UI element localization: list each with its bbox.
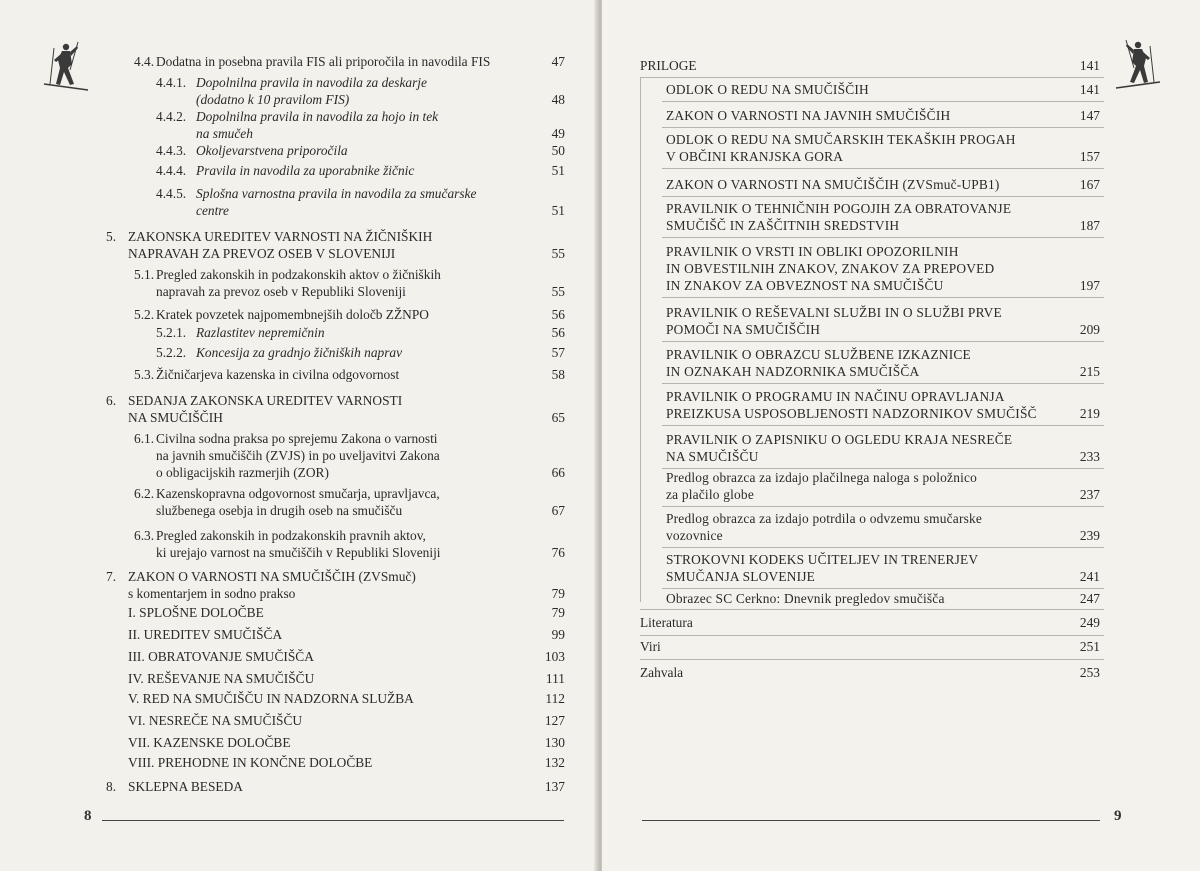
toc-entry-page: 112 [545, 691, 565, 706]
toc-entry-page: 137 [544, 779, 565, 794]
toc-entry-title: napravah za prevoz oseb v Republiki Sloveniji [156, 284, 406, 299]
toc-entry-page: 48 [551, 92, 565, 107]
appendix-entry-title: ODLOK O REDU NA SMUČIŠČIH [666, 82, 869, 97]
appendix-entry-title: IN OBVESTILNIH ZNAKOV, ZNAKOV ZA PREPOVED [666, 261, 995, 276]
divider-line [662, 196, 1104, 197]
toc-entry-title: Pregled zakonskih in podzakonskih pravnih aktov, [156, 528, 426, 543]
toc-entry-page: 51 [551, 163, 565, 178]
toc-entry-title: VII. KAZENSKE DOLOČBE [128, 735, 291, 750]
toc-entry-title: II. UREDITEV SMUČIŠČA [128, 627, 283, 642]
toc-entry-number: 5.2.1. [156, 325, 187, 340]
appendix-entry-title: IN OZNAKAH NADZORNIKA SMUČIŠČA [666, 364, 920, 379]
toc-entry-page: 65 [551, 410, 565, 425]
toc-entry-page: 132 [544, 755, 565, 770]
toc-tail-title: Viri [640, 639, 661, 654]
toc-entry-title: Koncesija za gradnjo žičniških naprav [196, 345, 403, 360]
toc-tail-page: 253 [1079, 665, 1100, 680]
appendix-entry-page: 197 [1079, 278, 1100, 293]
toc-entry-page: 58 [551, 367, 565, 382]
toc-entry-title: ZAKONSKA UREDITEV VARNOSTI NA ŽIČNIŠKIH [128, 229, 433, 244]
appendix-entry-page: 233 [1079, 449, 1100, 464]
divider-line [662, 588, 1104, 589]
appendix-entry-title: PRAVILNIK O TEHNIČNIH POGOJIH ZA OBRATOVANJE [666, 201, 1012, 216]
toc-entry-title: VIII. PREHODNE IN KONČNE DOLOČBE [128, 755, 373, 770]
toc-entry-number: 6.3. [134, 528, 155, 543]
appendix-entry-page: 219 [1079, 406, 1100, 421]
appendix-heading-page: 141 [1079, 58, 1100, 73]
appendix-entry-title: SMUČIŠČ IN ZAŠČITNIH SREDSTVIH [666, 218, 900, 233]
toc-entry-number: 5.2.2. [156, 345, 187, 360]
toc-entry-number: 4.4.4. [156, 163, 187, 178]
toc-entry-title: Dopolnilna pravila in navodila za hojo in tek [196, 109, 439, 124]
toc-entry-number: 4.4.1. [156, 75, 187, 90]
toc-tail-title: Zahvala [640, 665, 684, 680]
toc-entry-title: III. OBRATOVANJE SMUČIŠČA [128, 649, 314, 664]
toc-entry-page: 67 [551, 503, 565, 518]
appendix-entry-title: ZAKON O VARNOSTI NA SMUČIŠČIH (ZVSmuč-UPB1) [666, 177, 1000, 192]
appendix-entry-page: 215 [1079, 364, 1100, 379]
divider-line [662, 506, 1104, 507]
toc-entry-title: Pravila in navodila za uporabnike žičnic [196, 163, 415, 178]
toc-entry-page: 50 [551, 143, 565, 158]
toc-entry-title: Okoljevarstvena priporočila [196, 143, 348, 158]
toc-entry-title: SKLEPNA BESEDA [128, 779, 243, 794]
toc-entry-title: na javnih smučiščih (ZVJS) in po uveljavitvi Zakona [156, 448, 440, 463]
appendix-entry-title: Predlog obrazca za izdajo potrdila o odvzemu smučarske [666, 511, 983, 526]
appendix-entry-page: 147 [1079, 108, 1100, 123]
toc-entry-number: 5.2. [134, 307, 155, 322]
toc-entry-title: VI. NESREČE NA SMUČIŠČU [128, 713, 303, 728]
divider-line [662, 425, 1104, 426]
appendix-entry-title: SMUČANJA SLOVENIJE [666, 569, 816, 584]
toc-entry-page: 55 [551, 284, 565, 299]
appendix-entry-page: 247 [1079, 591, 1100, 606]
toc-entry-title: s komentarjem in sodno prakso [128, 586, 296, 601]
toc-entry-title: V. RED NA SMUČIŠČU IN NADZORNA SLUŽBA [128, 691, 414, 706]
toc-entry-title: na smučeh [196, 126, 253, 141]
appendix-entry-title: vozovnice [666, 528, 723, 543]
divider-line [662, 237, 1104, 238]
left-page [0, 0, 598, 871]
toc-entry-title: (dodatno k 10 pravilom FIS) [196, 92, 350, 107]
toc-entry-number: 4.4.2. [156, 109, 187, 124]
appendix-entry-title: V OBČINI KRANJSKA GORA [666, 149, 844, 164]
toc-entry-title: SEDANJA ZAKONSKA UREDITEV VARNOSTI [128, 393, 403, 408]
skier-icon [1112, 38, 1164, 94]
appendix-entry-title: PRAVILNIK O VRSTI IN OBLIKI OPOZORILNIH [666, 244, 959, 259]
toc-entry-number: 5.1. [134, 267, 155, 282]
toc-entry-title: službenega osebja in drugih oseb na smučišču [156, 503, 403, 518]
divider-line [662, 383, 1104, 384]
toc-entry-title: Žičničarjeva kazenska in civilna odgovornost [156, 367, 400, 382]
toc-tail-page: 251 [1079, 639, 1100, 654]
divider-line [662, 341, 1104, 342]
toc-entry-title: ZAKON O VARNOSTI NA SMUČIŠČIH (ZVSmuč) [128, 569, 416, 584]
toc-entry-number: 7. [106, 569, 117, 584]
appendix-entry-title: PRAVILNIK O ZAPISNIKU O OGLEDU KRAJA NESREČE [666, 432, 1013, 447]
appendix-entry-title: PRAVILNIK O OBRAZCU SLUŽBENE IZKAZNICE [666, 347, 971, 362]
toc-tail-page: 249 [1079, 615, 1100, 630]
appendix-entry-title: STROKOVNI KODEKS UČITELJEV IN TRENERJEV [666, 552, 979, 567]
toc-entry-page: 79 [551, 605, 565, 620]
right-page [602, 0, 1200, 871]
appendix-entry-page: 237 [1079, 487, 1100, 502]
divider-line [662, 547, 1104, 548]
toc-entry-number: 8. [106, 779, 117, 794]
footer-rule [102, 820, 564, 821]
toc-entry-page: 47 [551, 54, 565, 69]
toc-entry-page: 56 [551, 307, 565, 322]
toc-entry-page: 49 [551, 126, 565, 141]
appendix-entry-page: 157 [1079, 149, 1100, 164]
appendix-entry-page: 141 [1079, 82, 1100, 97]
toc-entry-title: NA SMUČIŠČIH [128, 410, 223, 425]
appendix-entry-title: ZAKON O VARNOSTI NA JAVNIH SMUČIŠČIH [666, 108, 951, 123]
appendix-entry-page: 187 [1079, 218, 1100, 233]
toc-entry-title: NAPRAVAH ZA PREVOZ OSEB V SLOVENIJI [128, 246, 396, 261]
footer-rule [642, 820, 1100, 821]
toc-entry-title: Dodatna in posebna pravila FIS ali priporočila in navodila FIS [156, 54, 491, 69]
toc-entry-number: 5. [106, 229, 117, 244]
toc-entry-page: 55 [551, 246, 565, 261]
divider-line [662, 101, 1104, 102]
appendix-entry-title: ODLOK O REDU NA SMUČARSKIH TEKAŠKIH PROGAH [666, 132, 1016, 147]
toc-entry-number: 4.4.5. [156, 186, 187, 201]
toc-entry-page: 56 [551, 325, 565, 340]
appendix-entry-page: 209 [1079, 322, 1100, 337]
toc-entry-page: 127 [544, 713, 565, 728]
divider-line [662, 168, 1104, 169]
toc-entry-page: 57 [551, 345, 565, 360]
appendix-entry-title: PRAVILNIK O REŠEVALNI SLUŽBI IN O SLUŽBI PRVE [666, 305, 1002, 320]
toc-entry-title: Civilna sodna praksa po sprejemu Zakona o varnosti [156, 431, 438, 446]
appendix-entry-page: 241 [1079, 569, 1100, 584]
toc-entry-title: Dopolnilna pravila in navodila za deskarje [196, 75, 427, 90]
toc-entry-title: Kratek povzetek najpomembnejših določb ZŽNPO [156, 307, 429, 322]
toc-entry-page: 76 [551, 545, 565, 560]
divider-line [662, 127, 1104, 128]
appendix-entry-title: NA SMUČIŠČU [666, 449, 759, 464]
page-number-left: 8 [84, 808, 92, 824]
appendix-heading: PRILOGE [640, 58, 697, 73]
appendix-entry-title: Predlog obrazca za izdajo plačilnega naloga s položnico [666, 470, 978, 485]
toc-tail-title: Literatura [640, 615, 693, 630]
toc-entry-title: o obligacijskih razmerjih (ZOR) [156, 465, 329, 480]
toc-entry-title: Pregled zakonskih in podzakonskih aktov o žičniških [156, 267, 441, 282]
appendix-entry-title: PRAVILNIK O PROGRAMU IN NAČINU OPRAVLJANJA [666, 389, 1005, 404]
toc-entry-title: I. SPLOŠNE DOLOČBE [128, 605, 264, 620]
toc-entry-number: 6.1. [134, 431, 155, 446]
divider-vertical [640, 77, 641, 602]
toc-entry-page: 111 [545, 671, 565, 686]
appendix-entry-title: PREIZKUSA USPOSOBLJENOSTI NADZORNIKOV SMUČIŠČ [666, 406, 1037, 421]
toc-entry-page: 103 [544, 649, 565, 664]
page-number-right: 9 [1114, 808, 1122, 824]
toc-entry-page: 99 [551, 627, 565, 642]
appendix-entry-page: 239 [1079, 528, 1100, 543]
divider-line [662, 297, 1104, 298]
toc-entry-title: Kazenskopravna odgovornost smučarja, upravljavca, [156, 486, 440, 501]
appendix-entry-title: Obrazec SC Cerkno: Dnevnik pregledov smučišča [666, 591, 945, 606]
toc-entry-title: IV. REŠEVANJE NA SMUČIŠČU [128, 671, 315, 686]
toc-entry-number: 4.4. [134, 54, 155, 69]
appendix-entry-page: 167 [1079, 177, 1100, 192]
appendix-entry-title: IN ZNAKOV ZA OBVEZNOST NA SMUČIŠČU [666, 278, 944, 293]
divider-line [640, 609, 1104, 610]
toc-entry-page: 51 [551, 203, 565, 218]
appendix-entry-title: POMOČI NA SMUČIŠČIH [666, 322, 821, 337]
divider-line [640, 635, 1104, 636]
toc-entry-title: ki urejajo varnost na smučiščih v Republiki Sloveniji [156, 545, 441, 560]
divider-line [640, 659, 1104, 660]
appendix-entry-title: za plačilo globe [666, 487, 754, 502]
divider-line [640, 77, 1104, 78]
toc-entry-number: 6. [106, 393, 117, 408]
toc-entry-title: Splošna varnostna pravila in navodila za smučarske [196, 186, 477, 201]
toc-entry-page: 130 [544, 735, 565, 750]
toc-entry-number: 5.3. [134, 367, 155, 382]
toc-entry-title: Razlastitev nepremičnin [196, 325, 325, 340]
toc-entry-number: 6.2. [134, 486, 155, 501]
toc-entry-page: 66 [551, 465, 565, 480]
toc-entry-number: 4.4.3. [156, 143, 187, 158]
skier-icon [40, 40, 92, 96]
toc-entry-title: centre [196, 203, 229, 218]
toc-entry-page: 79 [551, 586, 565, 601]
